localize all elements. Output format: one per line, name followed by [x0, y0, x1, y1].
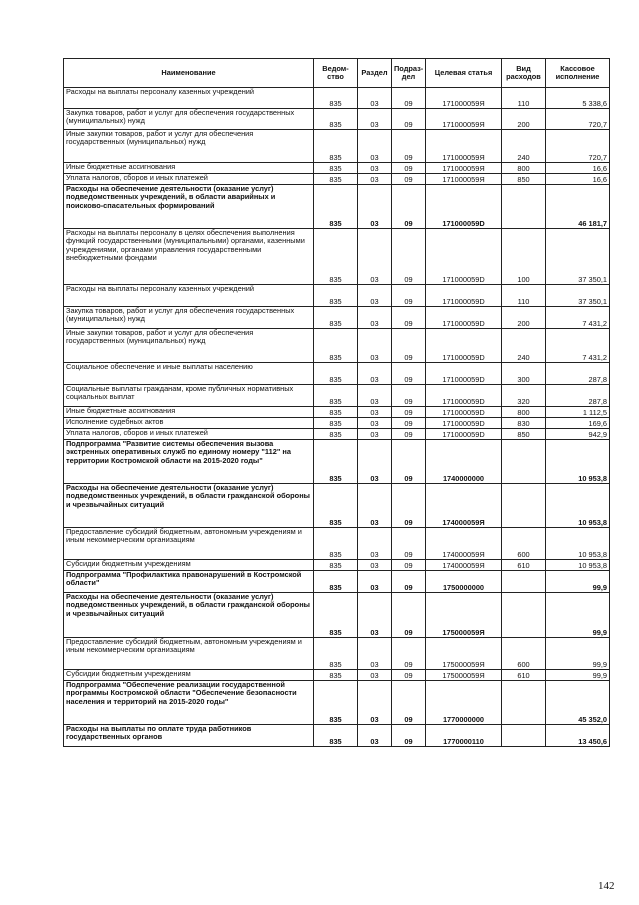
- row-subsection: 09: [392, 174, 426, 185]
- row-amount: 13 450,6: [546, 725, 610, 747]
- row-section: 03: [358, 571, 392, 593]
- row-subsection: 09: [392, 638, 426, 670]
- row-name: Закупка товаров, работ и услуг для обеспечения государственных (муниципальных) нужд: [64, 109, 314, 130]
- row-amount: 16,6: [546, 163, 610, 174]
- row-name: Расходы на обеспечение деятельности (оказание услуг) подведомственных учреждений, в области гражданской обороны и чрезвычайных ситуаций: [64, 484, 314, 528]
- row-dept: 835: [314, 185, 358, 229]
- row-amount: 45 352,0: [546, 681, 610, 725]
- row-subsection: 09: [392, 440, 426, 484]
- row-name: Подпрограмма "Развитие системы обеспечения вызова экстренных оперативных служб по единому номеру "112" на территории Костромской области на 2015-2020 годы": [64, 440, 314, 484]
- row-expense-type: [502, 185, 546, 229]
- row-name: Расходы на выплаты персоналу казенных учреждений: [64, 88, 314, 109]
- row-dept: 835: [314, 681, 358, 725]
- row-dept: 835: [314, 725, 358, 747]
- row-expense-type: 600: [502, 528, 546, 560]
- row-section: 03: [358, 670, 392, 681]
- row-dept: 835: [314, 560, 358, 571]
- row-amount: 287,8: [546, 363, 610, 385]
- row-amount: 10 953,8: [546, 560, 610, 571]
- row-article: 171000059Я: [426, 163, 502, 174]
- row-subsection: 09: [392, 418, 426, 429]
- row-name: Расходы на обеспечение деятельности (оказание услуг) подведомственных учреждений, в области гражданской обороны и чрезвычайных ситуаций: [64, 593, 314, 638]
- row-subsection: 09: [392, 185, 426, 229]
- row-subsection: 09: [392, 130, 426, 163]
- row-subsection: 09: [392, 407, 426, 418]
- row-article: 174000059Я: [426, 560, 502, 571]
- table-row: [64, 307, 610, 329]
- row-section: 03: [358, 229, 392, 285]
- row-article: 171000059Я: [426, 174, 502, 185]
- table-row: [64, 163, 610, 174]
- row-article: 171000059D: [426, 429, 502, 440]
- row-section: 03: [358, 385, 392, 407]
- row-expense-type: [502, 571, 546, 593]
- row-expense-type: 100: [502, 229, 546, 285]
- row-article: 1740000000: [426, 440, 502, 484]
- row-name: Исполнение судебных актов: [64, 418, 314, 429]
- row-expense-type: 320: [502, 385, 546, 407]
- row-section: 03: [358, 593, 392, 638]
- row-name: Иные бюджетные ассигнования: [64, 163, 314, 174]
- row-amount: 7 431,2: [546, 307, 610, 329]
- row-dept: 835: [314, 484, 358, 528]
- row-amount: 37 350,1: [546, 229, 610, 285]
- row-section: 03: [358, 130, 392, 163]
- row-amount: 99,9: [546, 571, 610, 593]
- row-dept: 835: [314, 109, 358, 130]
- row-dept: 835: [314, 363, 358, 385]
- table-row: [64, 130, 610, 163]
- row-section: 03: [358, 307, 392, 329]
- row-expense-type: 200: [502, 109, 546, 130]
- row-article: 171000059Я: [426, 130, 502, 163]
- row-name: Подпрограмма "Обеспечение реализации государственной программы Костромской области "Обеспечение безопасности населения и территорий на 2015-2020 годы": [64, 681, 314, 725]
- row-expense-type: 200: [502, 307, 546, 329]
- table-row: [64, 285, 610, 307]
- row-article: 171000059Я: [426, 109, 502, 130]
- row-subsection: 09: [392, 285, 426, 307]
- row-subsection: 09: [392, 385, 426, 407]
- row-amount: 99,9: [546, 593, 610, 638]
- row-article: 171000059D: [426, 385, 502, 407]
- row-dept: 835: [314, 670, 358, 681]
- table-row: [64, 593, 610, 638]
- row-amount: 16,6: [546, 174, 610, 185]
- row-expense-type: 850: [502, 429, 546, 440]
- row-amount: 99,9: [546, 638, 610, 670]
- row-dept: 835: [314, 130, 358, 163]
- row-subsection: 09: [392, 329, 426, 363]
- row-expense-type: 110: [502, 285, 546, 307]
- row-name: Субсидии бюджетным учреждениям: [64, 670, 314, 681]
- row-subsection: 09: [392, 363, 426, 385]
- row-subsection: 09: [392, 571, 426, 593]
- table-row: [64, 109, 610, 130]
- table-row: [64, 363, 610, 385]
- row-name: Уплата налогов, сборов и иных платежей: [64, 429, 314, 440]
- row-amount: 99,9: [546, 670, 610, 681]
- row-dept: 835: [314, 429, 358, 440]
- row-dept: 835: [314, 638, 358, 670]
- row-article: 171000059D: [426, 329, 502, 363]
- table-row: [64, 429, 610, 440]
- row-name: Субсидии бюджетным учреждениям: [64, 560, 314, 571]
- header-article: Целевая статья: [426, 59, 502, 88]
- table-body: [64, 88, 610, 747]
- row-dept: 835: [314, 163, 358, 174]
- table-row: [64, 670, 610, 681]
- row-dept: 835: [314, 285, 358, 307]
- row-article: 171000059D: [426, 307, 502, 329]
- row-expense-type: 300: [502, 363, 546, 385]
- row-name: Расходы на выплаты по оплате труда работников государственных органов: [64, 725, 314, 747]
- row-dept: 835: [314, 174, 358, 185]
- table-row: [64, 638, 610, 670]
- row-name: Иные закупки товаров, работ и услуг для обеспечения государственных (муниципальных) нужд: [64, 130, 314, 163]
- row-expense-type: 800: [502, 163, 546, 174]
- row-section: 03: [358, 638, 392, 670]
- row-section: 03: [358, 681, 392, 725]
- row-subsection: 09: [392, 229, 426, 285]
- row-expense-type: 110: [502, 88, 546, 109]
- row-article: 171000059D: [426, 407, 502, 418]
- row-section: 03: [358, 329, 392, 363]
- table-row: [64, 528, 610, 560]
- row-subsection: 09: [392, 307, 426, 329]
- table-row: [64, 681, 610, 725]
- row-expense-type: 850: [502, 174, 546, 185]
- row-dept: 835: [314, 440, 358, 484]
- header-name: Наименование: [64, 59, 314, 88]
- row-dept: 835: [314, 571, 358, 593]
- row-amount: 169,6: [546, 418, 610, 429]
- row-article: 174000059Я: [426, 528, 502, 560]
- table-row: [64, 571, 610, 593]
- row-article: 174000059Я: [426, 484, 502, 528]
- row-expense-type: 800: [502, 407, 546, 418]
- row-section: 03: [358, 418, 392, 429]
- row-amount: 1 112,5: [546, 407, 610, 418]
- row-section: 03: [358, 185, 392, 229]
- row-subsection: 09: [392, 670, 426, 681]
- header-expense-type: Вид расходов: [502, 59, 546, 88]
- row-dept: 835: [314, 229, 358, 285]
- row-name: Уплата налогов, сборов и иных платежей: [64, 174, 314, 185]
- budget-table: [63, 58, 610, 747]
- row-subsection: 09: [392, 725, 426, 747]
- row-amount: 46 181,7: [546, 185, 610, 229]
- row-amount: 5 338,6: [546, 88, 610, 109]
- row-dept: 835: [314, 593, 358, 638]
- header-amount: Кассовое исполнение: [546, 59, 610, 88]
- row-section: 03: [358, 285, 392, 307]
- row-expense-type: [502, 681, 546, 725]
- row-article: 175000059Я: [426, 593, 502, 638]
- table-row: [64, 88, 610, 109]
- row-article: 171000059D: [426, 418, 502, 429]
- row-article: 1770000110: [426, 725, 502, 747]
- row-subsection: 09: [392, 109, 426, 130]
- row-section: 03: [358, 109, 392, 130]
- row-subsection: 09: [392, 484, 426, 528]
- table-row: [64, 407, 610, 418]
- table-row: [64, 560, 610, 571]
- row-name: Подпрограмма "Профилактика правонарушений в Костромской области": [64, 571, 314, 593]
- row-article: 171000059Я: [426, 88, 502, 109]
- row-amount: 7 431,2: [546, 329, 610, 363]
- row-amount: 287,8: [546, 385, 610, 407]
- row-name: Социальное обеспечение и иные выплаты населению: [64, 363, 314, 385]
- row-section: 03: [358, 440, 392, 484]
- row-dept: 835: [314, 528, 358, 560]
- row-expense-type: 830: [502, 418, 546, 429]
- row-subsection: 09: [392, 528, 426, 560]
- row-section: 03: [358, 528, 392, 560]
- row-subsection: 09: [392, 429, 426, 440]
- row-name: Социальные выплаты гражданам, кроме публичных нормативных социальных выплат: [64, 385, 314, 407]
- row-expense-type: 600: [502, 638, 546, 670]
- row-subsection: 09: [392, 560, 426, 571]
- row-article: 171000059D: [426, 185, 502, 229]
- row-section: 03: [358, 407, 392, 418]
- table-row: [64, 329, 610, 363]
- row-section: 03: [358, 429, 392, 440]
- page-number: 142: [598, 880, 615, 892]
- header-dept: Ведом-ство: [314, 59, 358, 88]
- row-amount: 942,9: [546, 429, 610, 440]
- row-expense-type: 240: [502, 329, 546, 363]
- row-article: 171000059D: [426, 285, 502, 307]
- row-section: 03: [358, 363, 392, 385]
- row-subsection: 09: [392, 593, 426, 638]
- row-amount: 720,7: [546, 130, 610, 163]
- row-name: Предоставление субсидий бюджетным, автономным учреждениям и иным некоммерческим организациям: [64, 528, 314, 560]
- row-amount: 10 953,8: [546, 528, 610, 560]
- row-dept: 835: [314, 418, 358, 429]
- row-expense-type: [502, 593, 546, 638]
- table-header-row: [64, 59, 610, 88]
- row-subsection: 09: [392, 163, 426, 174]
- row-expense-type: 610: [502, 670, 546, 681]
- row-section: 03: [358, 163, 392, 174]
- row-amount: 10 953,8: [546, 484, 610, 528]
- table-row: [64, 385, 610, 407]
- row-dept: 835: [314, 88, 358, 109]
- row-article: 1750000000: [426, 571, 502, 593]
- row-amount: 720,7: [546, 109, 610, 130]
- row-expense-type: [502, 725, 546, 747]
- table-row: [64, 725, 610, 747]
- table-row: [64, 418, 610, 429]
- row-name: Расходы на выплаты персоналу казенных учреждений: [64, 285, 314, 307]
- row-name: Иные закупки товаров, работ и услуг для обеспечения государственных (муниципальных) нужд: [64, 329, 314, 363]
- row-section: 03: [358, 484, 392, 528]
- row-name: Иные бюджетные ассигнования: [64, 407, 314, 418]
- row-name: Закупка товаров, работ и услуг для обеспечения государственных (муниципальных) нужд: [64, 307, 314, 329]
- row-article: 171000059D: [426, 363, 502, 385]
- table-row: [64, 229, 610, 285]
- header-section: Раздел: [358, 59, 392, 88]
- row-amount: 37 350,1: [546, 285, 610, 307]
- table-row: [64, 440, 610, 484]
- row-expense-type: [502, 484, 546, 528]
- table-row: [64, 185, 610, 229]
- row-article: 171000059D: [426, 229, 502, 285]
- row-name: Расходы на обеспечение деятельности (оказание услуг) подведомственных учреждений, в области аварийных и поисково-спасательных формирований: [64, 185, 314, 229]
- row-subsection: 09: [392, 681, 426, 725]
- row-section: 03: [358, 560, 392, 571]
- table-row: [64, 484, 610, 528]
- row-section: 03: [358, 725, 392, 747]
- row-dept: 835: [314, 407, 358, 418]
- row-dept: 835: [314, 329, 358, 363]
- header-subsection: Подраз-дел: [392, 59, 426, 88]
- table-row: [64, 174, 610, 185]
- row-section: 03: [358, 88, 392, 109]
- row-amount: 10 953,8: [546, 440, 610, 484]
- row-article: 175000059Я: [426, 638, 502, 670]
- row-section: 03: [358, 174, 392, 185]
- row-dept: 835: [314, 307, 358, 329]
- row-article: 175000059Я: [426, 670, 502, 681]
- row-expense-type: 610: [502, 560, 546, 571]
- row-subsection: 09: [392, 88, 426, 109]
- row-dept: 835: [314, 385, 358, 407]
- row-name: Расходы на выплаты персоналу в целях обеспечения выполнения функций государственными (муниципальными) органами, казенными учреждениями, органами управления государственными внебюджетными фондами: [64, 229, 314, 285]
- row-expense-type: [502, 440, 546, 484]
- row-expense-type: 240: [502, 130, 546, 163]
- row-name: Предоставление субсидий бюджетным, автономным учреждениям и иным некоммерческим организациям: [64, 638, 314, 670]
- row-article: 1770000000: [426, 681, 502, 725]
